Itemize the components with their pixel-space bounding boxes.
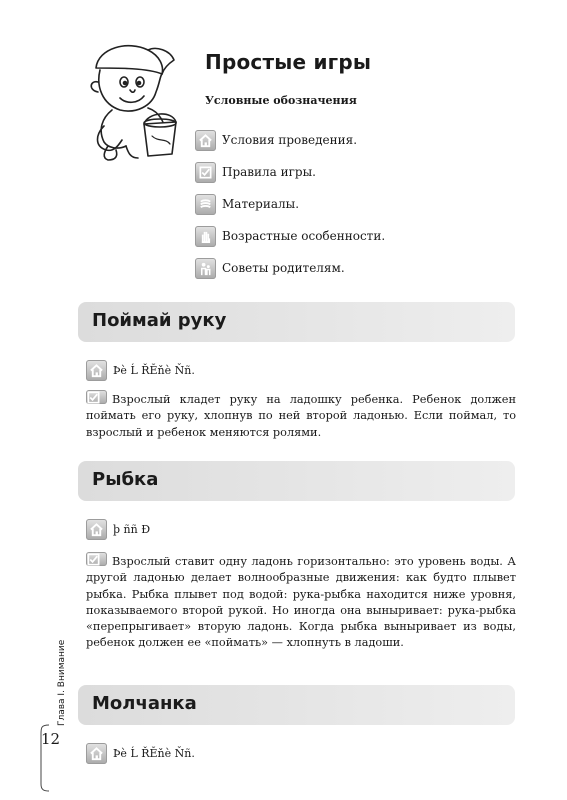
section-header-molchanka: Молчанка [78,685,515,725]
section-3-conditions: Þè Ĺ ŘĔňè Ňñ. [86,742,195,764]
house-icon [86,519,107,540]
legend-item-rules: Правила игры. [195,161,316,183]
section-1-conditions: Þè Ĺ ŘĔňè Ňñ. [86,359,195,381]
legend-item-materials: Материалы. [195,193,299,215]
house-icon [195,130,216,151]
checkbox-icon [86,552,107,566]
page-number: 12 [41,730,61,748]
legend-item-conditions: Условия проведения. [195,129,357,151]
house-icon [86,360,107,381]
chapter-label: Глава I. Внимание [57,639,67,726]
section-header-poymay-ruku: Поймай руку [78,302,515,342]
checkbox-icon [86,390,107,404]
legend-item-age: Возрастные особенности. [195,225,385,247]
house-icon [86,743,107,764]
legend-title: Условные обозначения [205,94,357,107]
parents-icon [195,258,216,279]
hand-icon [195,226,216,247]
legend-item-parents: Советы родителям. [195,257,345,279]
checkbox-icon [195,162,216,183]
materials-icon [195,194,216,215]
section-1-rules: Взрослый кладет руку на ладошку ребенка. Ребенок должен поймать его руку, хлопнув по ней второй ладонью. Если поймал, то взрослый и ребенок меняются ролями. [86,390,516,441]
section-2-rules: Взрослый ставит одну ладонь горизонтально: это уровень воды. А другой ладонью делает волнообразные движения: как будто плывет рыбка. Рыбка плывет под водой: рука-рыбка находится ниже уровня, показываемого второй рукой. Но иногда она выныривает: рука-рыбка «перепрыгивает» вторую ладонь. Когда рыбка выныривает из воды, ребенок должен ее «поймать» — хлопнуть в ладоши. [86,552,516,652]
boy-with-bucket-illustration [78,38,190,162]
page-title: Простые игры [205,50,372,74]
section-2-conditions: þ ññ Ð [86,518,150,540]
section-header-rybka: Рыбка [78,461,515,501]
